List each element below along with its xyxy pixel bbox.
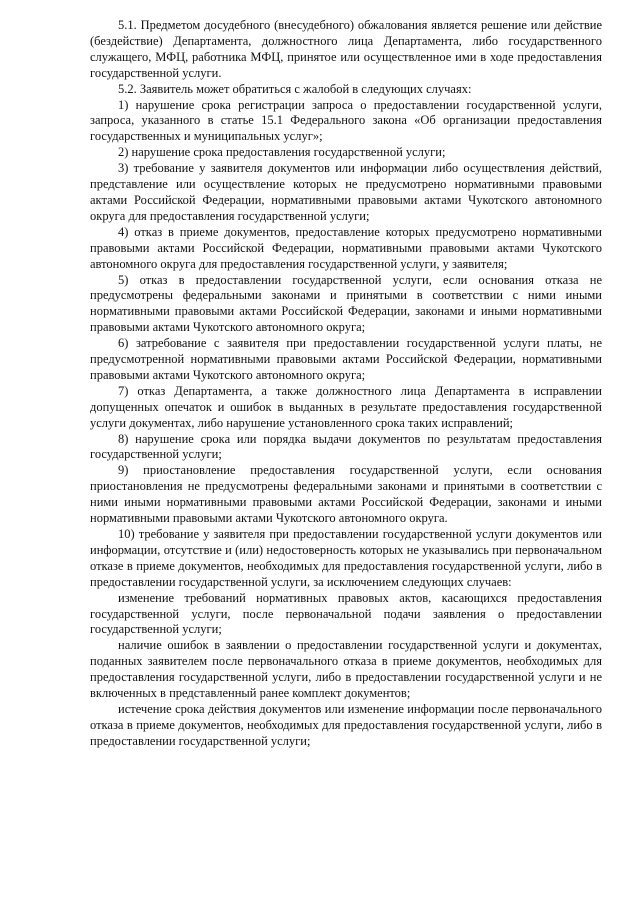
list-item-1: 1) нарушение срока регистрации запроса о предоставлении государственной услуги, запроса, указанного в статье 15.1 Федерального закона «Об организации предоставления государственных и муниципальных услуг»; — [90, 97, 602, 144]
list-item-7: 7) отказ Департамента, а также должностного лица Департамента в исправлении допущенных опечаток и ошибок в выданных в результате предоставления государственной услуги документах, либо нарушение установленного срока таких исправлений; — [90, 383, 602, 430]
list-item-5: 5) отказ в предоставлении государственной услуги, если основания отказа не предусмотрены федеральными законами и принятыми в соответствии с ними иными нормативными правовыми актами Российской Федерации, законами и иными нормативными правовыми актами Чукотского автономного округа; — [90, 272, 602, 335]
list-item-9: 9) приостановление предоставления государственной услуги, если основания приостановления не предусмотрены федеральными законами и принятыми в соответствии с ними иными нормативными правовыми актами Российской Федерации, законами и иными нормативными правовыми актами Чукотского автономного округа. — [90, 463, 602, 526]
paragraph-5-2: 5.2. Заявитель может обратиться с жалобой в следующих случаях: — [118, 81, 472, 96]
exception-1: изменение требований нормативных правовых актов, касающихся предоставления государственной услуги, после первоначальной подачи заявления о предоставлении государственной услуги; — [90, 590, 602, 637]
paragraph-5-1: 5.1. Предметом досудебного (внесудебного) обжалования является решение или действие (бездействие) Департамента, должностного лица Департамента, либо государственного служащего, МФЦ, работника МФЦ, принятое или осуществленное ими в ходе предоставления государственной услуги. — [90, 18, 602, 80]
document-body — [90, 18, 602, 750]
list-item-8: 8) нарушение срока или порядка выдачи документов по результатам предоставления государственной услуги; — [90, 431, 602, 462]
exception-3: истечение срока действия документов или изменение информации после первоначального отказа в приеме документов, необходимых для предоставления государственной услуги, либо в предоставлении государственной услуги; — [90, 701, 602, 748]
list-item-4: 4) отказ в приеме документов, предоставление которых предусмотрено нормативными правовыми актами Российской Федерации, нормативными правовыми актами Чукотского автономного округа для предоставления государственной услуги, у заявителя; — [90, 224, 602, 271]
list-item-10: 10) требование у заявителя при предоставлении государственной услуги документов или информации, отсутствие и (или) недостоверность которых не указывались при первоначальном отказе в приеме документов, необходимых для предоставления государственной услуги, либо в предоставлении государственной услуги, за исключением следующих случаев: — [90, 527, 602, 589]
list-item-3: 3) требование у заявителя документов или информации либо осуществления действий, представление или осуществление которых не предусмотрено нормативными правовыми актами Российской Федерации, нормативными правовыми актами Чукотского автономного округа для предоставления государственной услуги; — [90, 161, 602, 223]
exception-2: наличие ошибок в заявлении о предоставлении государственной услуги и документах, поданных заявителем после первоначального отказа в приеме документов, необходимых для предоставления государственной услуги, либо в предоставлении государственной услуги и не включенных в представленный ранее комплект документов; — [90, 638, 602, 701]
list-item-2: 2) нарушение срока предоставления государственной услуги; — [118, 145, 446, 160]
list-item-6: 6) затребование с заявителя при предоставлении государственной услуги платы, не предусмотренной нормативными правовыми актами Российской Федерации, нормативными правовыми актами Чукотского автономного округа; — [90, 336, 602, 382]
